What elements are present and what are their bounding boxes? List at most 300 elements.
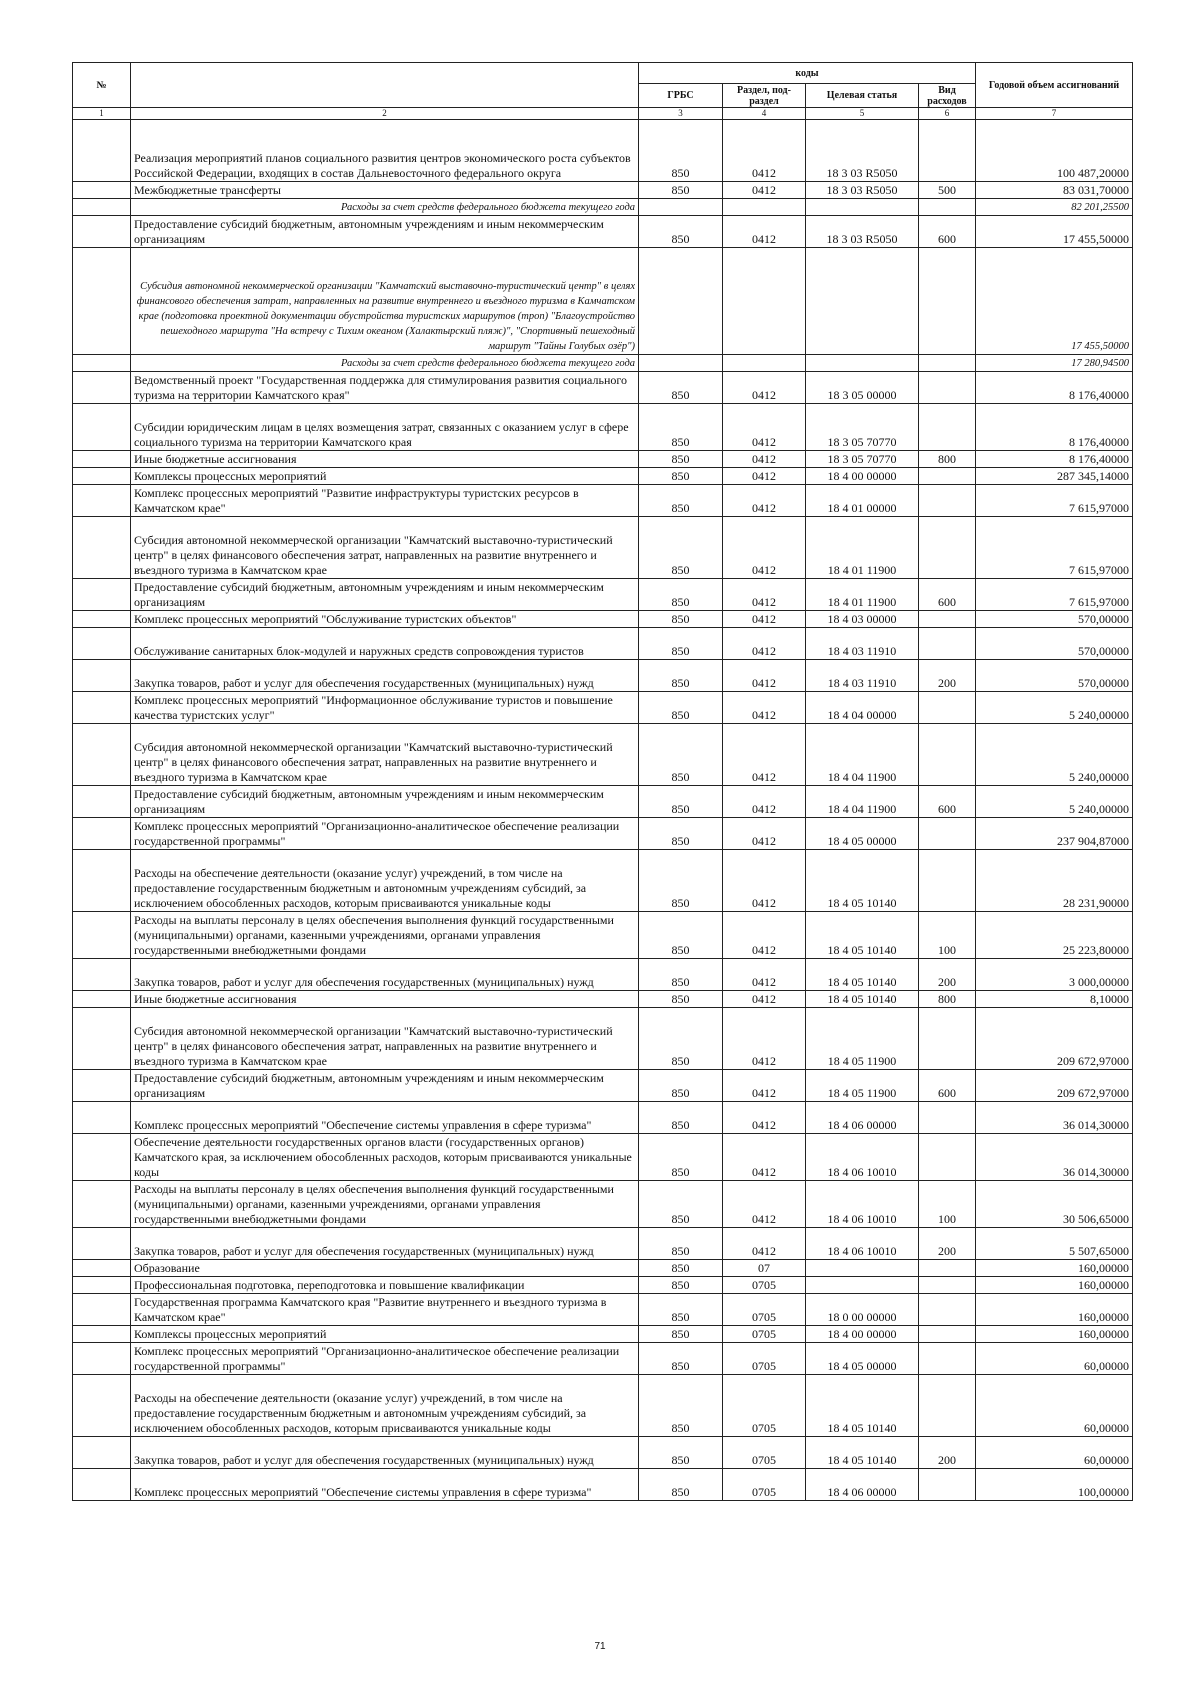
row-name-cell: Предоставление субсидий бюджетным, автономным учреждениям и иным некоммерческим организациям [131,786,639,818]
row-section-cell: 0412 [723,1102,806,1134]
row-section-cell: 0705 [723,1294,806,1326]
row-number-cell [73,1070,131,1102]
table-row [73,182,1133,199]
row-target-cell [806,248,919,355]
row-expense-type-cell: 200 [919,660,976,692]
row-section-cell: 0412 [723,216,806,248]
header-grbs: ГРБС [639,84,723,108]
row-amount-cell: 160,00000 [976,1294,1133,1326]
row-amount-cell: 28 231,90000 [976,850,1133,912]
row-grbs-cell: 850 [639,660,723,692]
row-amount-cell: 8 176,40000 [976,404,1133,451]
row-number-cell [73,1294,131,1326]
row-section-cell: 0412 [723,468,806,485]
row-expense-type-cell [919,248,976,355]
row-number-cell [73,372,131,404]
table-row [73,692,1133,724]
row-number-cell [73,1008,131,1070]
table-row [73,372,1133,404]
row-grbs-cell: 850 [639,372,723,404]
row-target-cell: 18 4 05 10140 [806,850,919,912]
row-expense-type-cell [919,1102,976,1134]
header-index-5: 5 [806,108,919,120]
row-expense-type-cell [919,1260,976,1277]
row-section-cell: 0412 [723,959,806,991]
row-grbs-cell: 850 [639,912,723,959]
row-expense-type-cell: 800 [919,451,976,468]
row-grbs-cell: 850 [639,216,723,248]
row-expense-type-cell [919,692,976,724]
row-number-cell [73,451,131,468]
table-row [73,248,1133,355]
header-section: Раздел, под-раздел [723,84,806,108]
row-name-cell: Комплексы процессных мероприятий [131,1326,639,1343]
row-number-cell [73,611,131,628]
row-amount-cell: 17 455,50000 [976,216,1133,248]
row-number-cell [73,1277,131,1294]
row-amount-cell: 60,00000 [976,1437,1133,1469]
row-name-cell: Расходы на выплаты персоналу в целях обеспечения выполнения функций государственными (муниципальными) органами, казенными учреждениями, органами управления государственными внебюджетными фондами [131,912,639,959]
row-section-cell: 0412 [723,120,806,182]
row-amount-cell: 17 280,94500 [976,355,1133,372]
row-grbs-cell: 850 [639,1469,723,1501]
row-grbs-cell: 850 [639,786,723,818]
table-row [73,1343,1133,1375]
page-number: 71 [594,1641,606,1652]
budget-table [72,62,1133,1501]
row-grbs-cell: 850 [639,818,723,850]
row-expense-type-cell [919,1008,976,1070]
row-grbs-cell: 850 [639,1437,723,1469]
row-grbs-cell: 850 [639,1260,723,1277]
row-section-cell: 0705 [723,1469,806,1501]
row-target-cell: 18 4 05 00000 [806,1343,919,1375]
row-number-cell [73,216,131,248]
table-row [73,850,1133,912]
row-name-cell: Обслуживание санитарных блок-модулей и наружных средств сопровождения туристов [131,628,639,660]
row-grbs-cell [639,199,723,216]
table-row [73,628,1133,660]
row-amount-cell: 570,00000 [976,628,1133,660]
row-amount-cell: 8 176,40000 [976,372,1133,404]
row-amount-cell: 209 672,97000 [976,1008,1133,1070]
table-row [73,1008,1133,1070]
row-grbs-cell: 850 [639,611,723,628]
row-expense-type-cell [919,1134,976,1181]
row-section-cell: 0412 [723,611,806,628]
table-row [73,468,1133,485]
row-amount-cell: 7 615,97000 [976,579,1133,611]
row-number-cell [73,912,131,959]
row-amount-cell: 83 031,70000 [976,182,1133,199]
row-name-cell: Комплекс процессных мероприятий "Обеспечение системы управления в сфере туризма" [131,1469,639,1501]
table-row [73,1469,1133,1501]
row-grbs-cell [639,355,723,372]
table-row [73,1277,1133,1294]
header-index-4: 4 [723,108,806,120]
row-target-cell: 18 4 06 10010 [806,1181,919,1228]
row-section-cell: 0412 [723,372,806,404]
header-name [131,63,639,108]
table-row [73,579,1133,611]
table-row [73,786,1133,818]
row-expense-type-cell [919,1277,976,1294]
row-expense-type-cell [919,355,976,372]
row-grbs-cell: 850 [639,1228,723,1260]
row-number-cell [73,850,131,912]
table-row [73,1375,1133,1437]
row-name-cell: Субсидии юридическим лицам в целях возмещения затрат, связанных с оказанием услуг в сфере социального туризма на территории Камчатского края [131,404,639,451]
row-expense-type-cell [919,611,976,628]
row-expense-type-cell: 500 [919,182,976,199]
row-amount-cell: 7 615,97000 [976,517,1133,579]
row-section-cell: 0412 [723,991,806,1008]
table-row [73,1181,1133,1228]
header-index-3: 3 [639,108,723,120]
row-name-cell: Межбюджетные трансферты [131,182,639,199]
row-amount-cell: 5 507,65000 [976,1228,1133,1260]
row-section-cell: 0412 [723,1228,806,1260]
row-target-cell: 18 4 05 10140 [806,912,919,959]
row-amount-cell: 5 240,00000 [976,692,1133,724]
row-section-cell: 0412 [723,786,806,818]
row-target-cell: 18 3 03 R5050 [806,182,919,199]
row-amount-cell: 570,00000 [976,660,1133,692]
table-header [73,63,1133,120]
row-number-cell [73,355,131,372]
row-section-cell: 0412 [723,692,806,724]
row-section-cell: 0412 [723,182,806,199]
table-row [73,216,1133,248]
row-section-cell: 0412 [723,912,806,959]
row-section-cell: 0412 [723,660,806,692]
header-target: Целевая статья [806,84,919,108]
row-name-cell: Предоставление субсидий бюджетным, автономным учреждениям и иным некоммерческим организациям [131,579,639,611]
row-target-cell: 18 4 06 00000 [806,1469,919,1501]
row-grbs-cell [639,248,723,355]
row-grbs-cell: 850 [639,485,723,517]
row-name-cell: Расходы на выплаты персоналу в целях обеспечения выполнения функций государственными (муниципальными) органами, казенными учреждениями, органами управления государственными внебюджетными фондами [131,1181,639,1228]
row-amount-cell: 287 345,14000 [976,468,1133,485]
row-amount-cell: 8,10000 [976,991,1133,1008]
row-target-cell: 18 0 00 00000 [806,1294,919,1326]
table-row [73,1102,1133,1134]
row-amount-cell: 5 240,00000 [976,724,1133,786]
row-target-cell: 18 4 03 11910 [806,660,919,692]
header-expense-type: Вид расходов [919,84,976,108]
row-grbs-cell: 850 [639,517,723,579]
row-expense-type-cell [919,517,976,579]
row-name-cell: Комплекс процессных мероприятий "Развитие инфраструктуры туристских ресурсов в Камчатском крае" [131,485,639,517]
row-name-cell: Государственная программа Камчатского края "Развитие внутреннего и въездного туризма в Камчатском крае" [131,1294,639,1326]
row-number-cell [73,724,131,786]
row-section-cell: 0412 [723,517,806,579]
row-number-cell [73,628,131,660]
row-section-cell: 0412 [723,1008,806,1070]
row-grbs-cell: 850 [639,1181,723,1228]
row-expense-type-cell [919,372,976,404]
row-name-cell: Обеспечение деятельности государственных органов власти (государственных органов) Камчатского края, за исключением обособленных расходов, которым присваиваются уникальные коды [131,1134,639,1181]
row-amount-cell: 3 000,00000 [976,959,1133,991]
row-expense-type-cell [919,485,976,517]
row-name-cell: Профессиональная подготовка, переподготовка и повышение квалификации [131,1277,639,1294]
row-expense-type-cell [919,1469,976,1501]
row-number-cell [73,485,131,517]
row-grbs-cell: 850 [639,451,723,468]
row-section-cell: 0705 [723,1277,806,1294]
row-name-cell: Ведомственный проект "Государственная поддержка для стимулирования развития социального туризма на территории Камчатского края" [131,372,639,404]
header-index-6: 6 [919,108,976,120]
row-expense-type-cell: 600 [919,786,976,818]
row-section-cell [723,248,806,355]
table-row [73,660,1133,692]
row-target-cell: 18 4 05 00000 [806,818,919,850]
row-number-cell [73,182,131,199]
table-row [73,724,1133,786]
row-target-cell: 18 3 03 R5050 [806,216,919,248]
row-grbs-cell: 850 [639,1326,723,1343]
row-target-cell: 18 4 05 10140 [806,1437,919,1469]
table-row [73,355,1133,372]
row-name-cell: Иные бюджетные ассигнования [131,991,639,1008]
header-num: № [73,63,131,108]
row-amount-cell: 237 904,87000 [976,818,1133,850]
row-target-cell: 18 4 05 11900 [806,1008,919,1070]
row-expense-type-cell [919,1343,976,1375]
table-row [73,1228,1133,1260]
row-name-cell: Комплекс процессных мероприятий "Информационное обслуживание туристов и повышение качества туристских услуг" [131,692,639,724]
row-amount-cell: 36 014,30000 [976,1102,1133,1134]
row-amount-cell: 160,00000 [976,1326,1133,1343]
row-grbs-cell: 850 [639,850,723,912]
row-name-cell: Субсидия автономной некоммерческой организации "Камчатский выставочно-туристический центр" в целях финансового обеспечения затрат, направленных на развитие внутреннего и въездного туризма в Камчатском крае (подготовка проектной документации обустройства туристских маршрутов (троп) "Благоустройство пешеходного маршрута "На встречу с Тихим океаном (Халактырский пляж)", "Спортивный пешеходный маршрут "Тайны Голубых озёр") [131,248,639,355]
table-row [73,611,1133,628]
row-name-cell: Расходы за счет средств федерального бюджета текущего года [131,355,639,372]
row-target-cell: 18 4 04 11900 [806,786,919,818]
row-name-cell: Предоставление субсидий бюджетным, автономным учреждениям и иным некоммерческим организациям [131,216,639,248]
row-grbs-cell: 850 [639,468,723,485]
row-name-cell: Закупка товаров, работ и услуг для обеспечения государственных (муниципальных) нужд [131,660,639,692]
row-name-cell: Реализация мероприятий планов социального развития центров экономического роста субъектов Российской Федерации, входящих в состав Дальневосточного федерального округа [131,120,639,182]
row-amount-cell: 17 455,50000 [976,248,1133,355]
table-row [73,1260,1133,1277]
row-target-cell: 18 4 04 00000 [806,692,919,724]
row-amount-cell: 7 615,97000 [976,485,1133,517]
row-grbs-cell: 850 [639,692,723,724]
row-grbs-cell: 850 [639,1008,723,1070]
row-target-cell: 18 4 04 11900 [806,724,919,786]
row-grbs-cell: 850 [639,1375,723,1437]
row-number-cell [73,1134,131,1181]
row-grbs-cell: 850 [639,1277,723,1294]
row-section-cell: 0412 [723,850,806,912]
row-target-cell: 18 4 05 10140 [806,959,919,991]
table-row [73,120,1133,182]
header-index-1: 1 [73,108,131,120]
row-expense-type-cell [919,404,976,451]
row-number-cell [73,579,131,611]
row-number-cell [73,404,131,451]
row-amount-cell: 570,00000 [976,611,1133,628]
row-amount-cell: 60,00000 [976,1375,1133,1437]
row-grbs-cell: 850 [639,120,723,182]
table-row [73,1294,1133,1326]
table-row [73,517,1133,579]
row-grbs-cell: 850 [639,1134,723,1181]
row-target-cell [806,355,919,372]
row-target-cell: 18 4 06 10010 [806,1134,919,1181]
row-expense-type-cell [919,468,976,485]
row-name-cell: Образование [131,1260,639,1277]
row-expense-type-cell: 600 [919,1070,976,1102]
table-row [73,1070,1133,1102]
row-name-cell: Закупка товаров, работ и услуг для обеспечения государственных (муниципальных) нужд [131,959,639,991]
row-name-cell: Закупка товаров, работ и услуг для обеспечения государственных (муниципальных) нужд [131,1228,639,1260]
row-expense-type-cell [919,628,976,660]
table-row [73,1437,1133,1469]
row-target-cell: 18 4 00 00000 [806,1326,919,1343]
row-name-cell: Субсидия автономной некоммерческой организации "Камчатский выставочно-туристический центр" в целях финансового обеспечения затрат, направленных на развитие внутреннего и въездного туризма в Камчатском крае [131,1008,639,1070]
row-target-cell: 18 4 05 10140 [806,991,919,1008]
table-row [73,199,1133,216]
row-target-cell [806,1260,919,1277]
row-target-cell: 18 4 01 11900 [806,579,919,611]
row-target-cell: 18 4 05 10140 [806,1375,919,1437]
row-amount-cell: 5 240,00000 [976,786,1133,818]
row-amount-cell: 60,00000 [976,1343,1133,1375]
row-section-cell: 0705 [723,1437,806,1469]
row-number-cell [73,120,131,182]
row-expense-type-cell: 600 [919,579,976,611]
row-target-cell: 18 4 00 00000 [806,468,919,485]
row-number-cell [73,991,131,1008]
header-index-7: 7 [976,108,1133,120]
row-target-cell: 18 3 03 R5050 [806,120,919,182]
row-expense-type-cell: 100 [919,1181,976,1228]
table-row [73,912,1133,959]
table-row [73,1134,1133,1181]
row-amount-cell: 160,00000 [976,1277,1133,1294]
row-section-cell: 0412 [723,579,806,611]
row-target-cell: 18 4 05 11900 [806,1070,919,1102]
row-section-cell: 0412 [723,404,806,451]
row-name-cell: Расходы за счет средств федерального бюджета текущего года [131,199,639,216]
row-section-cell: 0412 [723,1134,806,1181]
row-target-cell [806,199,919,216]
row-target-cell [806,1277,919,1294]
row-name-cell: Комплекс процессных мероприятий "Организационно-аналитическое обеспечение реализации государственной программы" [131,818,639,850]
row-grbs-cell: 850 [639,628,723,660]
row-amount-cell: 100 487,20000 [976,120,1133,182]
table-row [73,991,1133,1008]
row-expense-type-cell: 600 [919,216,976,248]
row-number-cell [73,786,131,818]
table-body [73,120,1133,1501]
row-number-cell [73,1343,131,1375]
row-section-cell: 0412 [723,818,806,850]
header-codes-group: коды [639,63,976,84]
row-expense-type-cell: 100 [919,912,976,959]
row-amount-cell: 30 506,65000 [976,1181,1133,1228]
row-expense-type-cell [919,818,976,850]
table-row [73,485,1133,517]
row-amount-cell: 8 176,40000 [976,451,1133,468]
row-section-cell: 07 [723,1260,806,1277]
table-row [73,404,1133,451]
row-name-cell: Закупка товаров, работ и услуг для обеспечения государственных (муниципальных) нужд [131,1437,639,1469]
row-amount-cell: 25 223,80000 [976,912,1133,959]
row-number-cell [73,1437,131,1469]
row-target-cell: 18 4 06 00000 [806,1102,919,1134]
row-amount-cell: 82 201,25500 [976,199,1133,216]
row-number-cell [73,1102,131,1134]
row-amount-cell: 160,00000 [976,1260,1133,1277]
row-amount-cell: 100,00000 [976,1469,1133,1501]
row-section-cell: 0412 [723,485,806,517]
row-expense-type-cell: 200 [919,1228,976,1260]
row-expense-type-cell [919,199,976,216]
row-number-cell [73,1326,131,1343]
row-name-cell: Предоставление субсидий бюджетным, автономным учреждениям и иным некоммерческим организациям [131,1070,639,1102]
row-target-cell: 18 4 03 11910 [806,628,919,660]
row-number-cell [73,959,131,991]
row-grbs-cell: 850 [639,1102,723,1134]
row-section-cell [723,199,806,216]
row-section-cell: 0705 [723,1375,806,1437]
row-expense-type-cell [919,850,976,912]
row-section-cell: 0705 [723,1326,806,1343]
row-amount-cell: 209 672,97000 [976,1070,1133,1102]
row-target-cell: 18 4 01 11900 [806,517,919,579]
table-row [73,959,1133,991]
row-number-cell [73,1181,131,1228]
row-section-cell: 0412 [723,724,806,786]
row-section-cell: 0705 [723,1343,806,1375]
row-name-cell: Субсидия автономной некоммерческой организации "Камчатский выставочно-туристический центр" в целях финансового обеспечения затрат, направленных на развитие внутреннего и въездного туризма в Камчатском крае [131,724,639,786]
row-name-cell: Иные бюджетные ассигнования [131,451,639,468]
row-amount-cell: 36 014,30000 [976,1134,1133,1181]
row-expense-type-cell [919,724,976,786]
row-target-cell: 18 3 05 00000 [806,372,919,404]
row-grbs-cell: 850 [639,991,723,1008]
table-row [73,818,1133,850]
row-number-cell [73,468,131,485]
row-section-cell [723,355,806,372]
row-grbs-cell: 850 [639,579,723,611]
row-name-cell: Комплекс процессных мероприятий "Обслуживание туристских объектов" [131,611,639,628]
row-grbs-cell: 850 [639,1070,723,1102]
row-target-cell: 18 4 03 00000 [806,611,919,628]
row-section-cell: 0412 [723,1070,806,1102]
row-grbs-cell: 850 [639,404,723,451]
row-grbs-cell: 850 [639,959,723,991]
row-name-cell: Комплексы процессных мероприятий [131,468,639,485]
row-section-cell: 0412 [723,1181,806,1228]
row-name-cell: Субсидия автономной некоммерческой организации "Камчатский выставочно-туристический центр" в целях финансового обеспечения затрат, направленных на развитие внутреннего и въездного туризма в Камчатском крае [131,517,639,579]
row-expense-type-cell [919,1294,976,1326]
row-grbs-cell: 850 [639,1294,723,1326]
row-section-cell: 0412 [723,451,806,468]
row-expense-type-cell: 800 [919,991,976,1008]
row-target-cell: 18 3 05 70770 [806,404,919,451]
row-grbs-cell: 850 [639,724,723,786]
row-name-cell: Комплекс процессных мероприятий "Обеспечение системы управления в сфере туризма" [131,1102,639,1134]
row-grbs-cell: 850 [639,1343,723,1375]
row-number-cell [73,692,131,724]
row-number-cell [73,1375,131,1437]
row-section-cell: 0412 [723,628,806,660]
row-target-cell: 18 3 05 70770 [806,451,919,468]
